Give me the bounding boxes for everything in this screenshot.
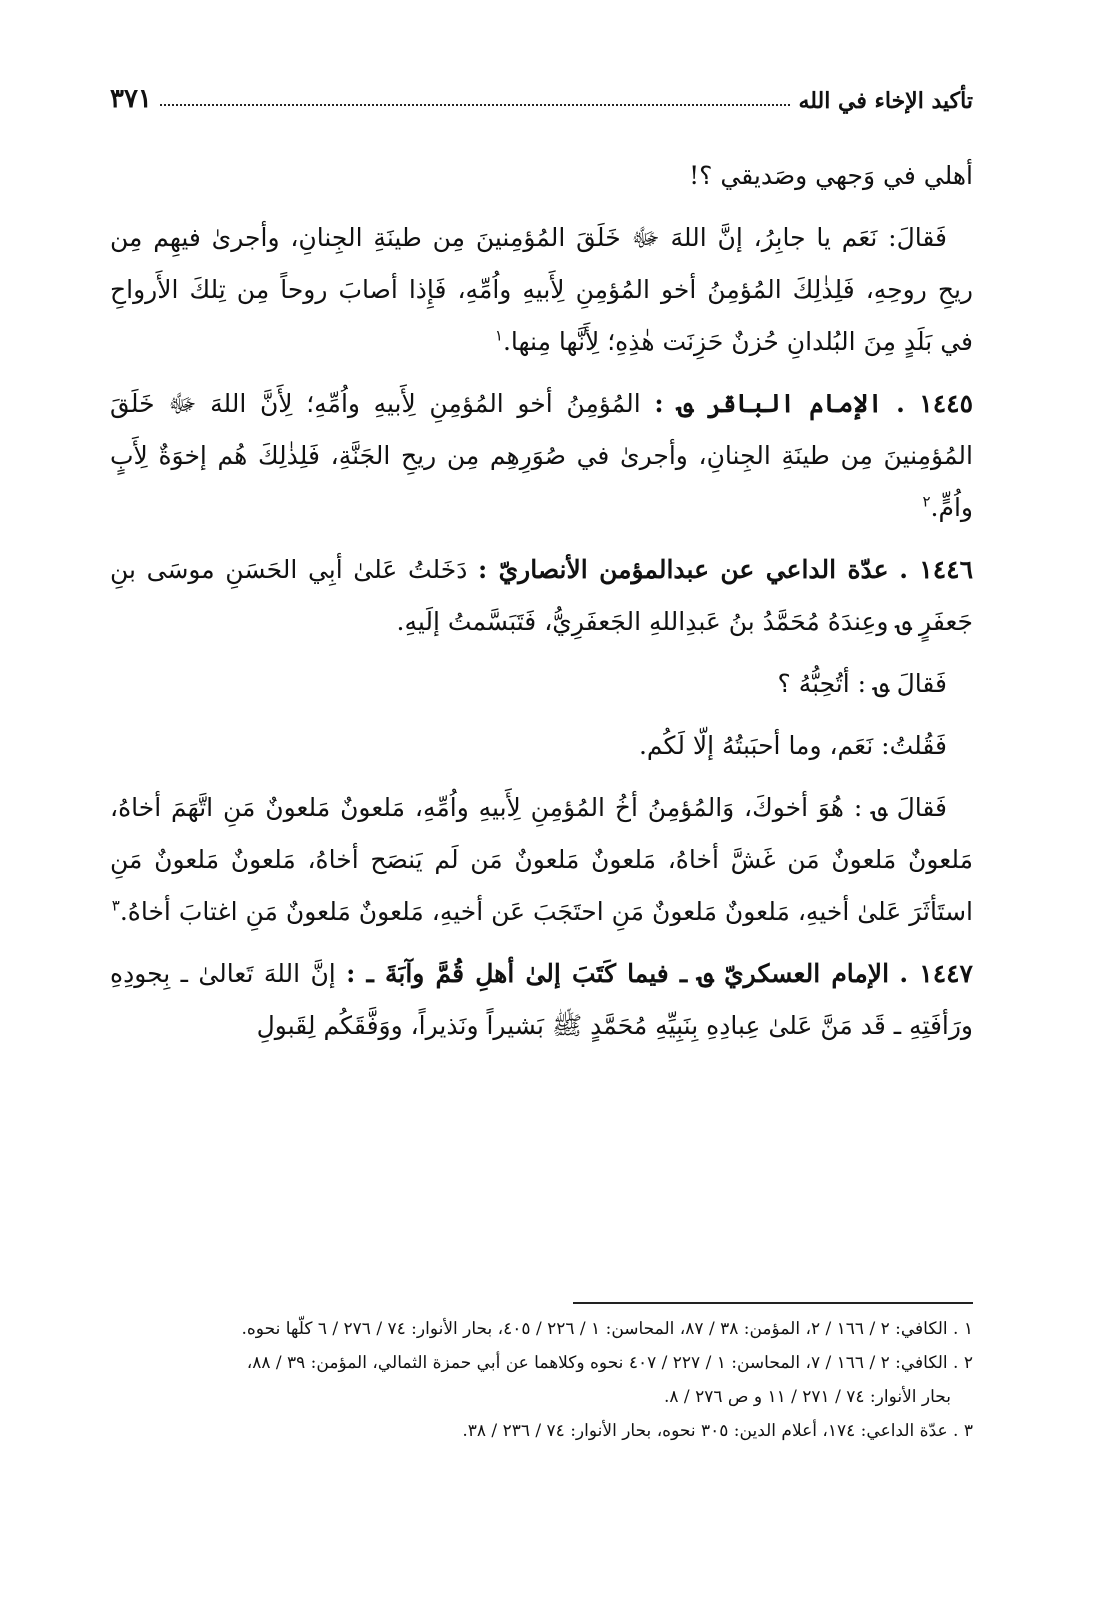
paragraph-text: فَقالَ: نَعَم يا جابِرُ، إنَّ اللهَ ﷻ خَلَقَ المُؤمِنينَ مِن طينَةِ الجِنانِ، وأجرىٰ فيهِم مِن ريحِ روحِهِ، فَلِذٰلِكَ المُؤمِنُ أخو المُؤمِنِ لِأَبيهِ واُمِّهِ، فَإِذا أصابَ روحاً مِن تِلكَ الأَرواحِ في بَلَدٍ مِنَ البُلدانِ حُزنٌ حَزِنَت هٰذِهِ؛ لِأَنَّها مِنها. (110, 223, 973, 356)
footnote-divider (573, 1302, 973, 1304)
footnote (110, 1346, 973, 1414)
running-title: تأكيد الإخاء في الله (798, 88, 973, 114)
hadith-1446 (110, 544, 973, 648)
footnote-text: الكافي: ٢ / ١٦٦ / ٧، المحاسن: ١ / ٢٢٧ / ٤٠٧ نحوه وكلاهما عن أبي حمزة الثمالي، المؤمن: ٣٩ / ٨٨، (246, 1353, 948, 1373)
dialogue-line (110, 782, 973, 938)
footnote-text: عدّة الداعي: ١٧٤، أعلام الدين: ٣٠٥ نحوه، بحار الأنوار: ٧٤ / ٢٣٦ / ٣٨. (462, 1421, 948, 1441)
footnote-text: الكافي: ٢ / ١٦٦ / ٢، المؤمن: ٣٨ / ٨٧، المحاسن: ١ / ٢٢٦ / ٤٠٥، بحار الأنوار: ٧٤ / ٢٧٦ / ٦ كلّها نحوه. (241, 1319, 948, 1339)
dialogue-text: فَقالَ ؈ : أتُحِبُّهُ ؟ (777, 669, 947, 698)
dialogue-line (110, 658, 973, 710)
footnote-number: ٢ . (953, 1353, 973, 1373)
hadith-source: عدّة الداعي عن عبدالمؤمن الأنصاريّ : (478, 555, 889, 584)
hadith-number: ١٤٤٦ . (899, 555, 974, 584)
hadith-number: ١٤٤٧ . (899, 959, 973, 988)
hadith-1447 (110, 948, 973, 1052)
dialogue-text: فَقالَ ؈ : هُوَ أخوكَ، وَالمُؤمِنُ أخُ المُؤمِنِ لِأَبيهِ واُمِّهِ، مَلعونٌ مَلعونٌ مَنِ اتَّهَمَ أخاهُ، مَلعونٌ مَلعونٌ مَن غَشَّ أخاهُ، مَلعونٌ مَلعونٌ مَن لَم يَنصَح أخاهُ، مَلعونٌ مَلعونٌ مَنِ استَأثَرَ عَلىٰ أخيهِ، مَلعونٌ مَلعونٌ مَنِ احتَجَبَ عَن أخيهِ، مَلعونٌ مَلعونٌ مَنِ اغتابَ أخاهُ. (110, 793, 973, 926)
paragraph-text: أهلي في وَجهي وصَديقي ؟! (689, 161, 973, 190)
dialogue-text: فَقُلتُ: نَعَم، وما أحبَبتُهُ إلّا لَكُم. (638, 731, 947, 760)
main-text (110, 150, 973, 1062)
dialogue-line (110, 720, 973, 772)
hadith-1445 (110, 378, 973, 534)
footnote (110, 1414, 973, 1448)
footnote-number: ١ . (953, 1319, 973, 1339)
hadith-number: ١٤٤٥ . (896, 389, 973, 418)
footnote-ref[interactable]: ٢ (922, 492, 931, 511)
running-header (110, 74, 973, 114)
hadith-source: الإمام الباقر ؈ : (654, 389, 883, 418)
footnote-ref[interactable]: ١ (494, 326, 503, 345)
hadith-text: دَخَلتُ عَلىٰ أبِي الحَسَنِ موسَى بنِ جَعفَرٍ ؈ وعِندَهُ مُحَمَّدُ بنُ عَبدِاللهِ الجَعفَرِيُّ، فَتَبَسَّمتُ إلَيهِ. (110, 555, 973, 636)
hadith-text: المُؤمِنُ أخو المُؤمِنِ لِأَبيهِ واُمِّهِ؛ لِأَنَّ اللهَ ﷻ خَلَقَ المُؤمِنينَ مِن طينَةِ الجِنانِ، وأجرىٰ في صُوَرِهِم مِن ريحِ الجَنَّةِ، فَلِذٰلِكَ هُم إخوَةٌ لِأَبٍ واُمٍّ. (110, 389, 973, 522)
hadith-text: إنَّ اللهَ تَعالىٰ ـ بِجودِهِ ورَأفَتِهِ ـ قَد مَنَّ عَلىٰ عِبادِهِ بِنَبِيِّهِ مُحَمَّدٍ ﷺ بَشيراً ونَذيراً، ووَفَّقَكُم لِقَبولِ (110, 959, 973, 1040)
hadith-source: الإمام العسكريّ ؈ ـ فيما كَتَبَ إلىٰ أهلِ قُمَّ وآبَةَ ـ : (346, 959, 890, 988)
footnote (110, 1312, 973, 1346)
footnotes (110, 1312, 973, 1448)
footnote-ref[interactable]: ٣ (111, 896, 120, 915)
footnote-continuation: بحار الأنوار: ٧٤ / ٢٧١ / ١١ و ص ٢٧٦ / ٨. (663, 1387, 951, 1407)
paragraph (110, 212, 973, 368)
dotted-leader (160, 104, 791, 106)
paragraph (110, 150, 973, 202)
footnote-number: ٣ . (953, 1421, 973, 1441)
page-number: ٣٧١ (110, 84, 152, 114)
